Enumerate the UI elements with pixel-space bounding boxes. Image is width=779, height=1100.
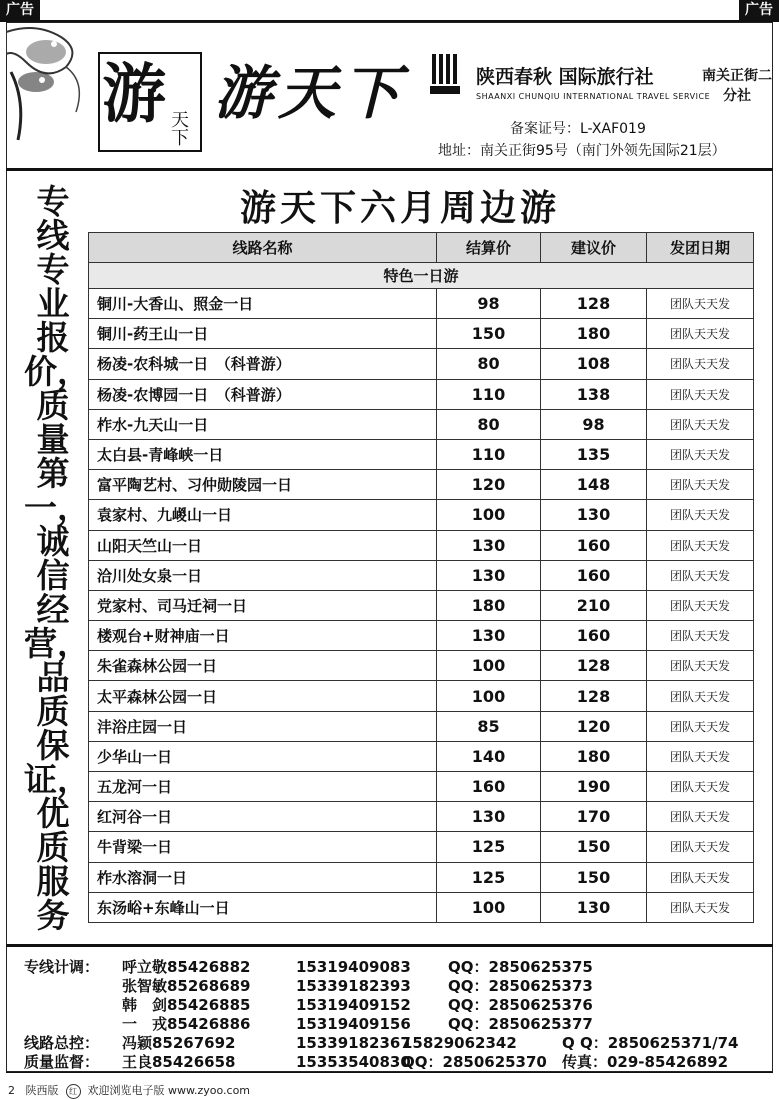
- settle-price: 100: [437, 651, 541, 681]
- depart-date: 团队天天发: [647, 530, 754, 560]
- route-name: 太平森林公园一日: [89, 681, 437, 711]
- route-name: 牛背梁一日: [89, 832, 437, 862]
- mask-ornament-icon: [6, 22, 96, 142]
- table-header-row: [89, 233, 754, 263]
- brand-title: 游天下: [214, 59, 407, 127]
- header-settle-price: 结算价: [437, 233, 541, 263]
- table-row: [89, 892, 754, 922]
- contact-qq: QQ：2850625375: [448, 958, 593, 976]
- table-row: [89, 560, 754, 590]
- settle-price: 98: [437, 289, 541, 319]
- slogan-char: 量: [36, 420, 70, 459]
- page-number: 2: [8, 1084, 15, 1097]
- route-name: 朱雀森林公园一日: [89, 651, 437, 681]
- header-route-name: 线路名称: [89, 233, 437, 263]
- route-name: 楼观台+财神庙一日: [89, 621, 437, 651]
- settle-price: 160: [437, 772, 541, 802]
- slogan-char: 诚: [36, 522, 70, 561]
- table-row: [89, 621, 754, 651]
- settle-price: 110: [437, 379, 541, 409]
- agency-address: 地址：南关正街95号（南门外领先国际21层）: [438, 143, 726, 159]
- footer-divider: [6, 1072, 773, 1073]
- footer-website[interactable]: 欢迎浏览电子版 www.zyoo.com: [87, 1084, 251, 1097]
- suggest-price: 128: [541, 289, 647, 319]
- route-name: 杨凌-农博园一日 （科普游）: [89, 379, 437, 409]
- slogan-char: 业: [36, 284, 70, 323]
- slogan-char: 营，: [24, 624, 90, 663]
- table-row: [89, 651, 754, 681]
- brand-logo-small: 天下: [171, 110, 189, 149]
- agency-english-name: SHAANXI CHUNQIU INTERNATIONAL TRAVEL SERVICE: [476, 92, 711, 101]
- brand-logo-char: 游: [102, 57, 166, 132]
- agency-logo-icon: [430, 52, 464, 102]
- settle-price: 125: [437, 862, 541, 892]
- slogan-char: 一，: [24, 488, 90, 527]
- route-name: 洽川处女泉一日: [89, 560, 437, 590]
- contact-name-phone: 呼立敬85426882: [122, 958, 251, 976]
- table-row: [89, 711, 754, 741]
- table-row: [89, 862, 754, 892]
- route-name: 太白县-青峰峡一日: [89, 439, 437, 469]
- slogan-char: 第: [36, 454, 70, 493]
- settle-price: 125: [437, 832, 541, 862]
- depart-date: 团队天天发: [647, 832, 754, 862]
- table-row: [89, 439, 754, 469]
- branch-name: 南关正街二分社: [702, 68, 772, 104]
- table-row: [89, 772, 754, 802]
- suggest-price: 138: [541, 379, 647, 409]
- table-row: [89, 832, 754, 862]
- slogan-char: 优: [36, 794, 70, 833]
- depart-date: 团队天天发: [647, 409, 754, 439]
- depart-date: 团队天天发: [647, 560, 754, 590]
- contacts-divider: [6, 944, 773, 947]
- contact-qq: QQ：2850625373: [448, 977, 593, 995]
- category-row: [89, 263, 754, 289]
- contact-label: 专线计调：: [24, 958, 100, 976]
- table-row: [89, 470, 754, 500]
- route-name: 党家村、司马迁祠一日: [89, 590, 437, 620]
- suggest-price: 128: [541, 681, 647, 711]
- suggest-price: 148: [541, 470, 647, 500]
- header-suggest-price: 建议价: [541, 233, 647, 263]
- suggest-price: 160: [541, 621, 647, 651]
- depart-date: 团队天天发: [647, 892, 754, 922]
- depart-date: 团队天天发: [647, 379, 754, 409]
- contact-extra: 15829062342: [402, 1034, 517, 1052]
- route-name: 柞水溶洞一日: [89, 862, 437, 892]
- slogan-char: 保: [36, 726, 70, 765]
- route-price-table: [88, 232, 754, 923]
- brand-logo: [98, 52, 202, 152]
- slogan-char: 服: [36, 862, 70, 901]
- table-row: [89, 802, 754, 832]
- depart-date: 团队天天发: [647, 500, 754, 530]
- table-row: [89, 379, 754, 409]
- route-name: 山阳天竺山一日: [89, 530, 437, 560]
- depart-date: 团队天天发: [647, 319, 754, 349]
- table-row: [89, 319, 754, 349]
- route-name: 铜川-药王山一日: [89, 319, 437, 349]
- contact-name-phone: 一 戎85426886: [122, 1015, 251, 1033]
- settle-price: 180: [437, 590, 541, 620]
- suggest-price: 160: [541, 530, 647, 560]
- contact-name-phone: 张智敏85268689: [122, 977, 251, 995]
- license-number: 备案证号：L-XAF019: [510, 121, 646, 137]
- route-name: 铜川-大香山、照金一日: [89, 289, 437, 319]
- slogan-char: 专: [36, 182, 70, 221]
- settle-price: 110: [437, 439, 541, 469]
- depart-date: 团队天天发: [647, 349, 754, 379]
- contact-qq: 传真：029-85426892: [562, 1053, 729, 1071]
- suggest-price: 130: [541, 892, 647, 922]
- settle-price: 120: [437, 470, 541, 500]
- slogan-vertical: [24, 182, 90, 935]
- category-label: 特色一日游: [89, 263, 754, 289]
- depart-date: 团队天天发: [647, 711, 754, 741]
- route-name: 少华山一日: [89, 741, 437, 771]
- contact-name-phone: 韩 剑85426885: [122, 996, 251, 1014]
- settle-price: 85: [437, 711, 541, 741]
- slogan-char: 质: [36, 386, 70, 425]
- slogan-char: 品: [36, 658, 70, 697]
- contact-label: 质量监督：: [24, 1053, 100, 1071]
- table-row: [89, 681, 754, 711]
- settle-price: 100: [437, 500, 541, 530]
- contact-mobile: 15319409083: [296, 958, 411, 976]
- suggest-price: 190: [541, 772, 647, 802]
- settle-price: 100: [437, 681, 541, 711]
- depart-date: 团队天天发: [647, 802, 754, 832]
- contact-qq: Q Q：2850625371/74: [562, 1034, 739, 1052]
- depart-date: 团队天天发: [647, 772, 754, 802]
- slogan-char: 信: [36, 556, 70, 595]
- depart-date: 团队天天发: [647, 439, 754, 469]
- settle-price: 130: [437, 621, 541, 651]
- slogan-char: 专: [36, 250, 70, 289]
- suggest-price: 120: [541, 711, 647, 741]
- depart-date: 团队天天发: [647, 651, 754, 681]
- slogan-char: 务: [36, 896, 70, 935]
- slogan-char: 报: [36, 318, 70, 357]
- suggest-price: 160: [541, 560, 647, 590]
- route-name: 袁家村、九嵕山一日: [89, 500, 437, 530]
- contact-mobile: 15319409156: [296, 1015, 411, 1033]
- route-name: 富平陶艺村、习仲勋陵园一日: [89, 470, 437, 500]
- slogan-char: 价，: [24, 352, 90, 391]
- slogan-char: 线: [36, 216, 70, 255]
- suggest-price: 98: [541, 409, 647, 439]
- route-name: 杨凌-农科城一日 （科普游）: [89, 349, 437, 379]
- depart-date: 团队天天发: [647, 470, 754, 500]
- route-name: 红河谷一日: [89, 802, 437, 832]
- table-row: [89, 590, 754, 620]
- contact-mobile: 15339182393: [296, 977, 411, 995]
- contact-name-phone: 王良85426658: [122, 1053, 236, 1071]
- settle-price: 140: [437, 741, 541, 771]
- contact-mobile: 15319409152: [296, 996, 411, 1014]
- route-name: 五龙河一日: [89, 772, 437, 802]
- settle-price: 100: [437, 892, 541, 922]
- depart-date: 团队天天发: [647, 590, 754, 620]
- header-depart-date: 发团日期: [647, 233, 754, 263]
- table-row: [89, 741, 754, 771]
- contact-label: 线路总控：: [24, 1034, 100, 1052]
- main-title: 游天下六月周边游: [239, 188, 560, 229]
- slogan-char: 质: [36, 828, 70, 867]
- suggest-price: 128: [541, 651, 647, 681]
- agency-name: 陕西春秋 国际旅行社: [476, 66, 654, 88]
- settle-price: 130: [437, 802, 541, 832]
- depart-date: 团队天天发: [647, 681, 754, 711]
- contact-mobile: 15339182367: [296, 1034, 411, 1052]
- ad-tag-right: 广告: [739, 0, 779, 20]
- contact-name-phone: 冯颖85267692: [122, 1034, 236, 1052]
- table-row: [89, 530, 754, 560]
- suggest-price: 150: [541, 832, 647, 862]
- route-name: 沣浴庄园一日: [89, 711, 437, 741]
- table-row: [89, 349, 754, 379]
- settle-price: 130: [437, 560, 541, 590]
- contact-extra: QQ：2850625370: [402, 1053, 547, 1071]
- suggest-price: 135: [541, 439, 647, 469]
- header-divider: [6, 168, 773, 171]
- contact-mobile: 15353540830: [296, 1053, 411, 1071]
- slogan-char: 经: [36, 590, 70, 629]
- slogan-char: 质: [36, 692, 70, 731]
- settle-price: 130: [437, 530, 541, 560]
- settle-price: 150: [437, 319, 541, 349]
- suggest-price: 150: [541, 862, 647, 892]
- settle-price: 80: [437, 409, 541, 439]
- contact-qq: QQ：2850625377: [448, 1015, 593, 1033]
- depart-date: 团队天天发: [647, 741, 754, 771]
- suggest-price: 210: [541, 590, 647, 620]
- settle-price: 80: [437, 349, 541, 379]
- depart-date: 团队天天发: [647, 289, 754, 319]
- table-row: [89, 500, 754, 530]
- table-row: [89, 409, 754, 439]
- suggest-price: 180: [541, 741, 647, 771]
- slogan-char: 证，: [24, 760, 90, 799]
- edition-label: 陕西版: [25, 1084, 59, 1097]
- table-row: [89, 289, 754, 319]
- suggest-price: 170: [541, 802, 647, 832]
- route-name: 柞水-九天山一日: [89, 409, 437, 439]
- contact-qq: QQ：2850625376: [448, 996, 593, 1014]
- depart-date: 团队天天发: [647, 862, 754, 892]
- suggest-price: 130: [541, 500, 647, 530]
- suggest-price: 108: [541, 349, 647, 379]
- route-name: 东汤峪+东峰山一日: [89, 892, 437, 922]
- ad-tag-left: 广告: [0, 0, 40, 20]
- depart-date: 团队天天发: [647, 621, 754, 651]
- suggest-price: 180: [541, 319, 647, 349]
- page-footer: [8, 1082, 250, 1099]
- circle-badge-icon: 红: [66, 1084, 81, 1099]
